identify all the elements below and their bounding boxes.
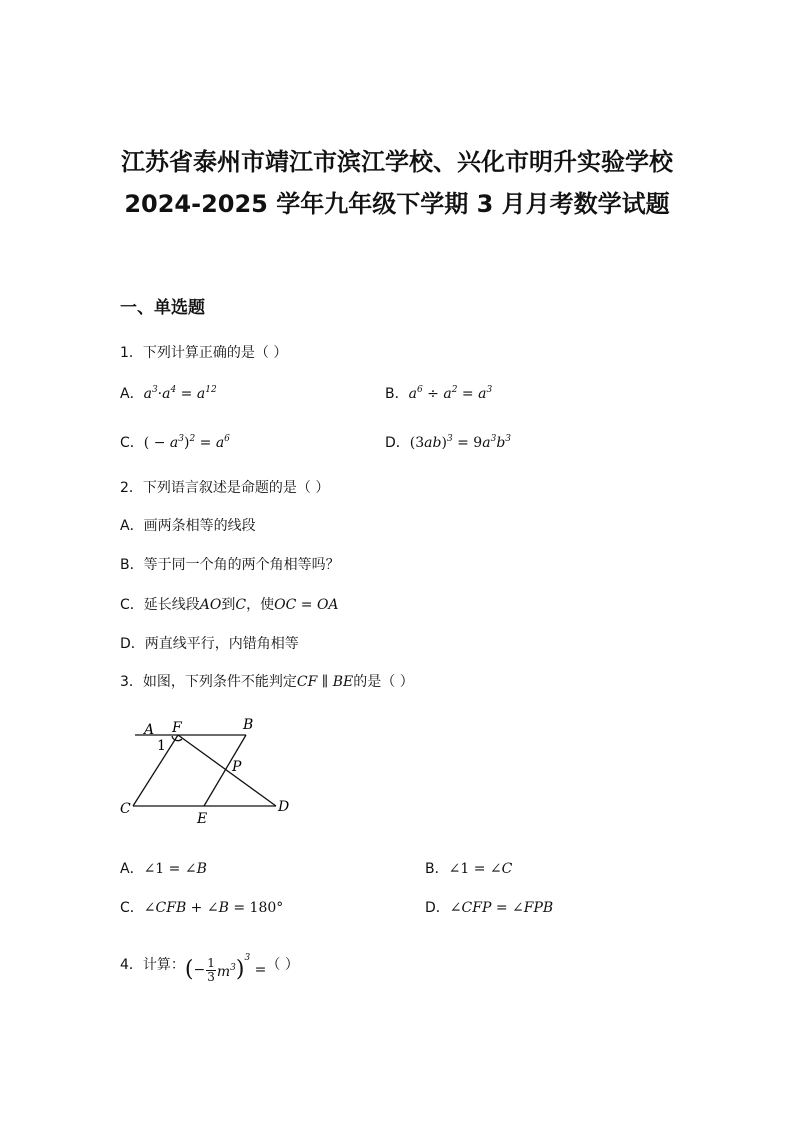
q1-c-label: C． (120, 435, 144, 451)
q3-a-label: A． (120, 861, 144, 877)
q2-option-b: B．等于同一个角的两个角相等吗？ (120, 557, 340, 573)
label-f: F (172, 720, 182, 736)
label-angle-1: 1 (157, 738, 166, 754)
segment-fc (133, 735, 178, 806)
q1-d-label: D． (385, 435, 410, 451)
q1-option-c (120, 432, 230, 452)
q2-c-formula: OC = OA (274, 597, 339, 613)
q2-c-seg-ao: AO (199, 597, 222, 613)
q1-a-formula: $a^3\cdot a^4 = a^{12}$ (143, 385, 217, 402)
q2-c-point-c: C (235, 597, 247, 613)
q3-option-c (120, 897, 283, 917)
label-e: E (197, 811, 208, 827)
q1-b-label: B． (385, 386, 409, 402)
q4-stem-post: （ ） (266, 957, 299, 973)
q2-c-mid: 到 (221, 597, 236, 613)
q1-option-a (120, 383, 217, 403)
q4-stem (120, 940, 299, 984)
q1-c-formula: ( − $a^3)^2 = a^6$ (143, 434, 230, 451)
q3-stem-pre: 3．如图，下列条件不能判定 (120, 674, 297, 690)
q3-option-b (425, 858, 512, 878)
q3-stem (120, 671, 414, 691)
q1-stem: 1．下列计算正确的是（ ） (120, 345, 288, 361)
q4-stem-pre: 4．计算： (120, 957, 185, 973)
q3-stem-formula: CF ∥ BE (296, 674, 354, 690)
q1-b-formula: $a^6 \div a^2 = a^3$ (408, 385, 493, 402)
q2-stem: 2．下列语言叙述是命题的是（ ） (120, 480, 330, 496)
label-b: B (243, 717, 254, 733)
q2-option-c (120, 594, 339, 614)
q3-c-formula: ∠CFB + ∠B = 180° (143, 900, 284, 916)
q3-d-formula: ∠CFP = ∠FPB (449, 900, 554, 916)
q3-option-d (425, 897, 553, 917)
q1-a-label: A． (120, 386, 144, 402)
q2-c-post: ，使 (246, 597, 275, 613)
q1-d-formula: $(3ab)^3 = 9a^3b^3$ (409, 434, 512, 451)
q3-stem-post: 的是（ ） (353, 674, 414, 690)
q2-option-a: A．画两条相等的线段 (120, 518, 256, 534)
q3-figure (110, 712, 310, 832)
label-c: C (120, 801, 131, 817)
q3-d-label: D． (425, 900, 450, 916)
section-heading: 一、单选题 (120, 298, 205, 318)
q1-option-d (385, 432, 511, 452)
segment-fd (178, 735, 276, 806)
doc-title-line1: 江苏省泰州市靖江市滨江学校、兴化市明升实验学校 (121, 148, 673, 176)
q3-c-label: C． (120, 900, 144, 916)
label-a: A (144, 722, 155, 738)
q1-option-b (385, 383, 492, 403)
label-p: P (232, 759, 242, 775)
q3-option-a (120, 858, 207, 878)
q3-b-formula: ∠1 = ∠C (448, 861, 513, 877)
q2-c-pre: C．延长线段 (120, 597, 200, 613)
q4-formula: (− $\frac{1}{3}$ $m^3)^3$ = (184, 953, 267, 984)
doc-title-line2: 2024-2025 学年九年级下学期 3 月月考数学试题 (124, 190, 670, 218)
q3-b-label: B． (425, 861, 449, 877)
label-d: D (278, 799, 290, 815)
q3-a-formula: ∠1 = ∠B (143, 861, 207, 877)
q2-option-d: D．两直线平行，内错角相等 (120, 636, 299, 652)
